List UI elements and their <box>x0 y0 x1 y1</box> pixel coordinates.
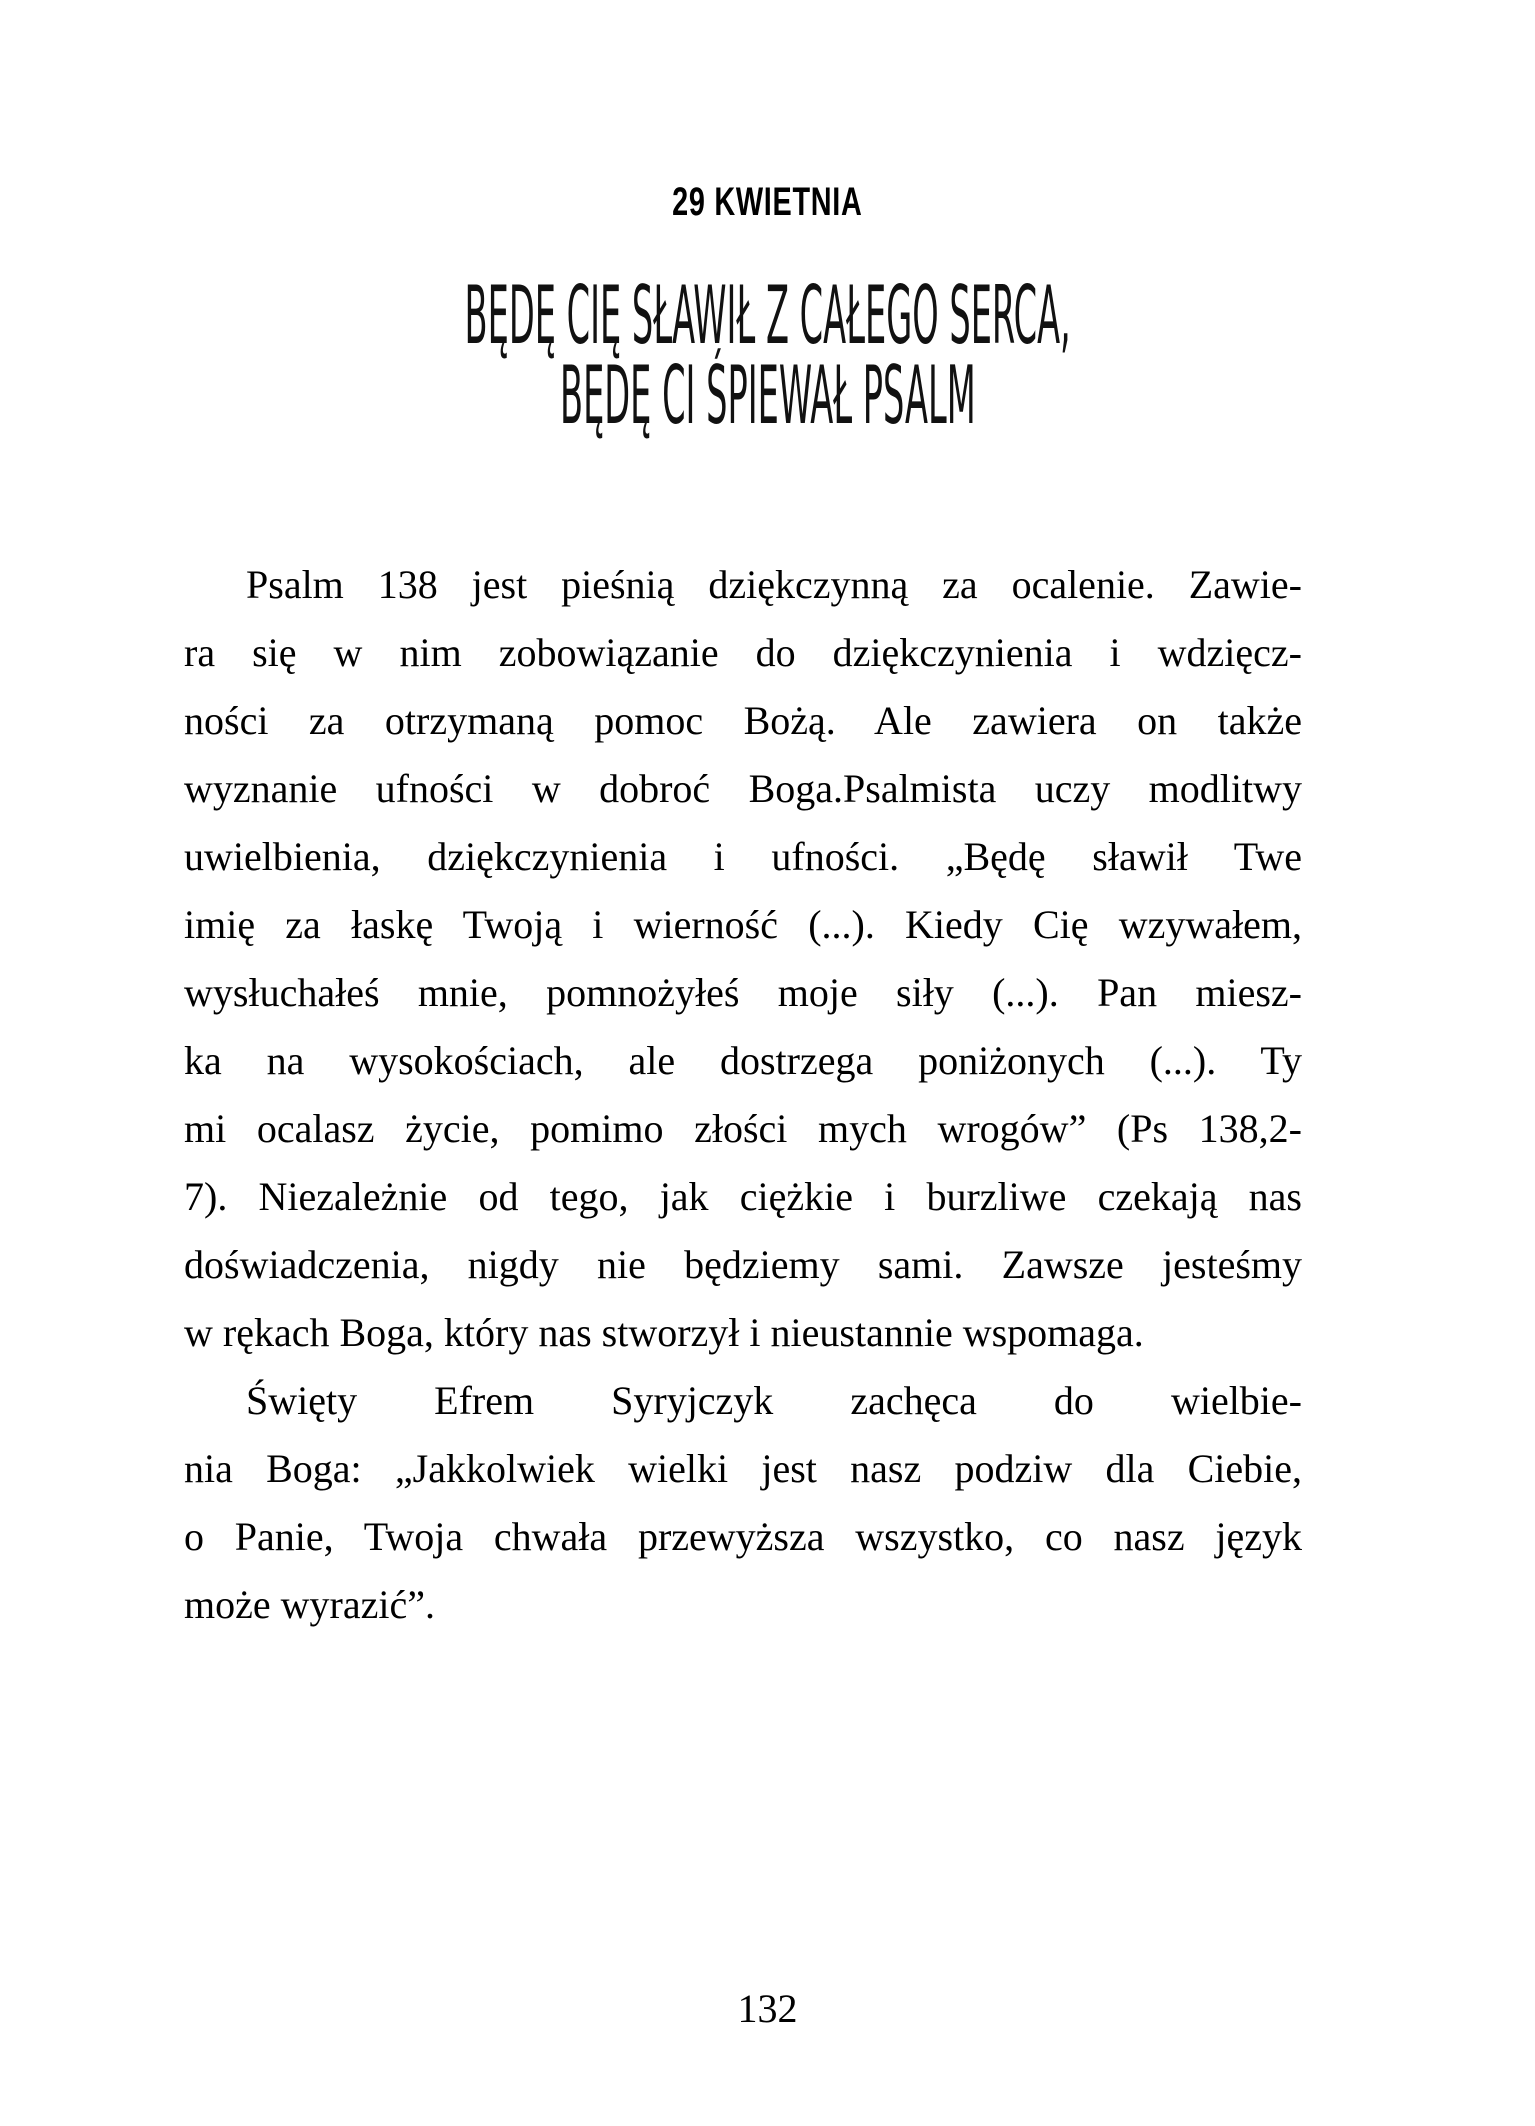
text-line <box>184 1373 1302 1441</box>
text-line <box>184 1577 1302 1645</box>
paragraph-2 <box>184 1373 1302 1645</box>
paragraph-1 <box>184 557 1302 1373</box>
page-title-text-2: BĘDĘ CI ŚPIEWAŁ PSALM <box>559 349 976 442</box>
text-line <box>184 965 1302 1033</box>
text-line-content: o Panie, Twoja chwała przewyższa wszystko, co nasz język <box>184 1514 1302 1559</box>
text-line-content: ra się w nim zobowiązanie do dziękczynienia i wdzięcz- <box>184 630 1302 675</box>
text-line <box>184 1441 1302 1509</box>
text-line-content: imię za łaskę Twoją i wierność (...). Kiedy Cię wzywałem, <box>184 902 1302 947</box>
page-number: 132 <box>737 1986 798 2031</box>
text-line <box>184 1033 1302 1101</box>
text-line-content: Święty Efrem Syryjczyk zachęca do wielbie- <box>246 1378 1302 1423</box>
text-line-content: ności za otrzymaną pomoc Bożą. Ale zawiera on także <box>184 698 1302 743</box>
text-line-content: doświadczenia, nigdy nie będziemy sami. Zawsze jesteśmy <box>184 1242 1302 1287</box>
text-line <box>184 897 1302 965</box>
text-line-content: ka na wysokościach, ale dostrzega poniżonych (...). Ty <box>184 1038 1302 1083</box>
text-line <box>184 1509 1302 1577</box>
text-line-content: 7). Niezależnie od tego, jak ciężkie i burzliwe czekają nas <box>184 1174 1302 1219</box>
text-line-content: nia Boga: „Jakkolwiek wielki jest nasz podziw dla Ciebie, <box>184 1446 1302 1491</box>
text-line-content: może wyrazić”. <box>184 1582 435 1627</box>
text-line-content: w rękach Boga, który nas stworzył i nieustannie wspomaga. <box>184 1310 1144 1355</box>
page-title-line-2 <box>0 349 1535 442</box>
text-line <box>184 557 1302 625</box>
text-line <box>184 1237 1302 1305</box>
text-line-content: uwielbienia, dziękczynienia i ufności. „Będę sławił Twe <box>184 834 1302 879</box>
text-line <box>184 761 1302 829</box>
text-line <box>184 1305 1302 1373</box>
text-line-content: wysłuchałeś mnie, pomnożyłeś moje siły (...). Pan miesz- <box>184 970 1302 1015</box>
text-line <box>184 829 1302 897</box>
page-title-text-1: BĘDĘ CIĘ SŁAWIŁ Z CAŁEGO SERCA, <box>464 269 1071 362</box>
body-text <box>184 557 1302 1645</box>
text-line <box>184 1169 1302 1237</box>
text-line <box>184 693 1302 761</box>
text-line <box>184 625 1302 693</box>
page-title-line-1 <box>0 269 1535 362</box>
text-line-content: Psalm 138 jest pieśnią dziękczynną za ocalenie. Zawie- <box>246 562 1302 607</box>
text-line-content: mi ocalasz życie, pomimo złości mych wrogów” (Ps 138,2- <box>184 1106 1302 1151</box>
text-line <box>184 1101 1302 1169</box>
text-line-content: wyznanie ufności w dobroć Boga.Psalmista uczy modlitwy <box>184 766 1302 811</box>
date-heading: 29 KWIETNIA <box>672 180 863 224</box>
